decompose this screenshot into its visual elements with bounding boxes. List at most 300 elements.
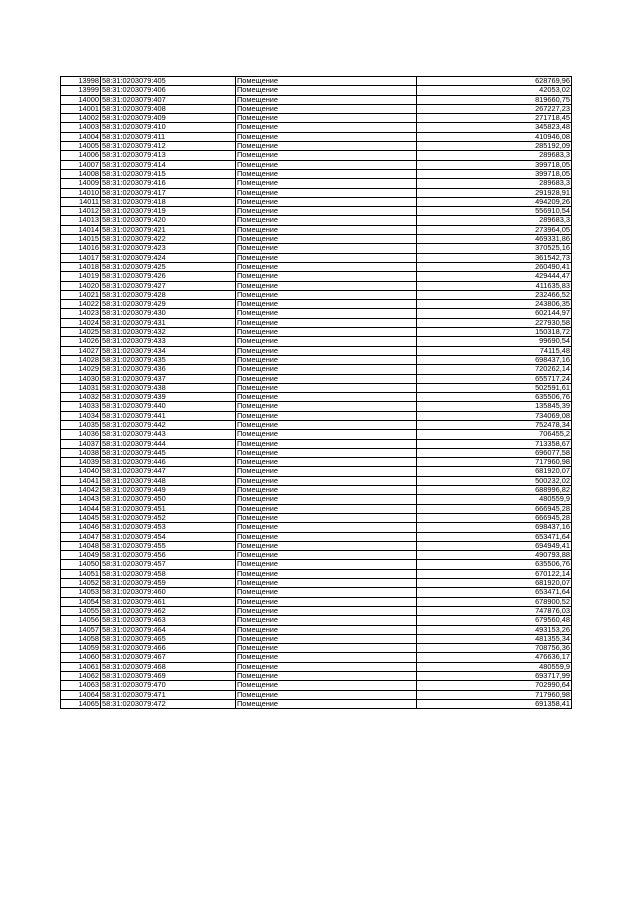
cadastral-number-cell: 58:31:0203079:422 [101,235,236,244]
table-row [61,262,572,271]
row-number-cell: 14018 [61,262,101,271]
table-row [61,467,572,476]
cadastral-number-cell: 58:31:0203079:424 [101,253,236,262]
table-row [61,672,572,681]
row-number-cell: 14016 [61,244,101,253]
object-type-cell: Помещение [236,104,417,113]
cadastral-number-cell: 58:31:0203079:409 [101,114,236,123]
cadastral-value-cell: 469331,86 [417,235,572,244]
table-row [61,142,572,151]
row-number-cell: 14041 [61,476,101,485]
object-type-cell: Помещение [236,551,417,560]
cadastral-number-cell: 58:31:0203079:453 [101,523,236,532]
cadastral-value-cell: 655717,24 [417,374,572,383]
table-row [61,495,572,504]
table-row [61,355,572,364]
table-row [61,114,572,123]
cadastral-number-cell: 58:31:0203079:442 [101,420,236,429]
cadastral-value-cell: 693717,99 [417,672,572,681]
cadastral-number-cell: 58:31:0203079:421 [101,225,236,234]
cadastral-number-cell: 58:31:0203079:459 [101,579,236,588]
cadastral-value-cell: 345823,48 [417,123,572,132]
row-number-cell: 14019 [61,272,101,281]
cadastral-value-cell: 691358,41 [417,699,572,708]
row-number-cell: 14040 [61,467,101,476]
cadastral-value-cell: 429444,47 [417,272,572,281]
row-number-cell: 14056 [61,616,101,625]
cadastral-number-cell: 58:31:0203079:413 [101,151,236,160]
cadastral-number-cell: 58:31:0203079:457 [101,560,236,569]
row-number-cell: 14037 [61,439,101,448]
cadastral-value-cell: 481355,34 [417,634,572,643]
object-type-cell: Помещение [236,244,417,253]
object-type-cell: Помещение [236,160,417,169]
object-type-cell: Помещение [236,653,417,662]
cadastral-number-cell: 58:31:0203079:455 [101,541,236,550]
object-type-cell: Помещение [236,448,417,457]
table-row [61,579,572,588]
object-type-cell: Помещение [236,681,417,690]
row-number-cell: 14061 [61,662,101,671]
table-row [61,309,572,318]
table-row [61,188,572,197]
row-number-cell: 14012 [61,207,101,216]
cadastral-value-cell: 670122,14 [417,569,572,578]
cadastral-value-cell: 556910,54 [417,207,572,216]
cadastral-number-cell: 58:31:0203079:452 [101,513,236,522]
object-type-cell: Помещение [236,281,417,290]
table-row [61,328,572,337]
table-row [61,681,572,690]
cadastral-number-cell: 58:31:0203079:443 [101,430,236,439]
cadastral-value-cell: 713358,67 [417,439,572,448]
cadastral-number-cell: 58:31:0203079:419 [101,207,236,216]
table-row [61,244,572,253]
row-number-cell: 14005 [61,142,101,151]
object-type-cell: Помещение [236,151,417,160]
cadastral-value-cell: 666945,28 [417,513,572,522]
cadastral-value-cell: 681920,07 [417,467,572,476]
object-type-cell: Помещение [236,328,417,337]
object-type-cell: Помещение [236,300,417,309]
table-row [61,300,572,309]
cadastral-value-cell: 476636,17 [417,653,572,662]
object-type-cell: Помещение [236,318,417,327]
table-row [61,616,572,625]
cadastral-number-cell: 58:31:0203079:418 [101,197,236,206]
object-type-cell: Помещение [236,532,417,541]
cadastral-value-cell: 666945,28 [417,504,572,513]
row-number-cell: 14028 [61,355,101,364]
object-type-cell: Помещение [236,560,417,569]
row-number-cell: 14003 [61,123,101,132]
cadastral-number-cell: 58:31:0203079:433 [101,337,236,346]
row-number-cell: 14049 [61,551,101,560]
cadastral-number-cell: 58:31:0203079:448 [101,476,236,485]
cadastral-number-cell: 58:31:0203079:415 [101,169,236,178]
property-table [60,76,572,709]
table-row [61,169,572,178]
row-number-cell: 14046 [61,523,101,532]
table-row [61,346,572,355]
cadastral-value-cell: 260490,41 [417,262,572,271]
row-number-cell: 14055 [61,606,101,615]
cadastral-value-cell: 694949,41 [417,541,572,550]
table-row [61,513,572,522]
table-row [61,523,572,532]
cadastral-number-cell: 58:31:0203079:423 [101,244,236,253]
object-type-cell: Помещение [236,690,417,699]
cadastral-number-cell: 58:31:0203079:456 [101,551,236,560]
cadastral-value-cell: 480559,9 [417,662,572,671]
object-type-cell: Помещение [236,606,417,615]
table-row [61,551,572,560]
cadastral-number-cell: 58:31:0203079:466 [101,644,236,653]
object-type-cell: Помещение [236,383,417,392]
cadastral-number-cell: 58:31:0203079:411 [101,132,236,141]
row-number-cell: 14058 [61,634,101,643]
table-row [61,430,572,439]
table-row [61,86,572,95]
row-number-cell: 14051 [61,569,101,578]
cadastral-value-cell: 635506,76 [417,560,572,569]
table-row [61,179,572,188]
cadastral-number-cell: 58:31:0203079:462 [101,606,236,615]
table-row [61,272,572,281]
table-row [61,132,572,141]
table-row [61,160,572,169]
table-row [61,606,572,615]
row-number-cell: 14026 [61,337,101,346]
row-number-cell: 14024 [61,318,101,327]
object-type-cell: Помещение [236,644,417,653]
table-row [61,290,572,299]
cadastral-number-cell: 58:31:0203079:445 [101,448,236,457]
cadastral-value-cell: 99690,54 [417,337,572,346]
object-type-cell: Помещение [236,458,417,467]
cadastral-number-cell: 58:31:0203079:407 [101,95,236,104]
table-row [61,476,572,485]
object-type-cell: Помещение [236,374,417,383]
row-number-cell: 14007 [61,160,101,169]
object-type-cell: Помещение [236,355,417,364]
cadastral-number-cell: 58:31:0203079:447 [101,467,236,476]
row-number-cell: 14001 [61,104,101,113]
table-row [61,281,572,290]
object-type-cell: Помещение [236,625,417,634]
table-row [61,504,572,513]
table-row [61,625,572,634]
row-number-cell: 14029 [61,365,101,374]
object-type-cell: Помещение [236,699,417,708]
cadastral-number-cell: 58:31:0203079:416 [101,179,236,188]
object-type-cell: Помещение [236,597,417,606]
row-number-cell: 14064 [61,690,101,699]
object-type-cell: Помещение [236,523,417,532]
object-type-cell: Помещение [236,467,417,476]
row-number-cell: 14013 [61,216,101,225]
cadastral-number-cell: 58:31:0203079:430 [101,309,236,318]
row-number-cell: 14039 [61,458,101,467]
cadastral-number-cell: 58:31:0203079:451 [101,504,236,513]
row-number-cell: 14059 [61,644,101,653]
object-type-cell: Помещение [236,486,417,495]
cadastral-value-cell: 698437,16 [417,523,572,532]
cadastral-value-cell: 717960,98 [417,690,572,699]
row-number-cell: 14017 [61,253,101,262]
row-number-cell: 14062 [61,672,101,681]
cadastral-number-cell: 58:31:0203079:458 [101,569,236,578]
cadastral-number-cell: 58:31:0203079:469 [101,672,236,681]
row-number-cell: 14021 [61,290,101,299]
cadastral-value-cell: 502591,61 [417,383,572,392]
cadastral-number-cell: 58:31:0203079:437 [101,374,236,383]
cadastral-number-cell: 58:31:0203079:461 [101,597,236,606]
cadastral-number-cell: 58:31:0203079:454 [101,532,236,541]
cadastral-number-cell: 58:31:0203079:427 [101,281,236,290]
cadastral-number-cell: 58:31:0203079:460 [101,588,236,597]
row-number-cell: 14045 [61,513,101,522]
object-type-cell: Помещение [236,393,417,402]
cadastral-number-cell: 58:31:0203079:420 [101,216,236,225]
object-type-cell: Помещение [236,216,417,225]
row-number-cell: 14032 [61,393,101,402]
object-type-cell: Помещение [236,179,417,188]
row-number-cell: 13998 [61,77,101,86]
table-row [61,634,572,643]
row-number-cell: 14020 [61,281,101,290]
cadastral-number-cell: 58:31:0203079:470 [101,681,236,690]
cadastral-number-cell: 58:31:0203079:428 [101,290,236,299]
cadastral-value-cell: 679560,48 [417,616,572,625]
cadastral-number-cell: 58:31:0203079:435 [101,355,236,364]
cadastral-number-cell: 58:31:0203079:417 [101,188,236,197]
cadastral-value-cell: 628769,96 [417,77,572,86]
cadastral-number-cell: 58:31:0203079:446 [101,458,236,467]
cadastral-number-cell: 58:31:0203079:431 [101,318,236,327]
table-row [61,458,572,467]
cadastral-value-cell: 653471,64 [417,588,572,597]
table-row [61,439,572,448]
table-row [61,699,572,708]
object-type-cell: Помещение [236,616,417,625]
row-number-cell: 14006 [61,151,101,160]
object-type-cell: Помещение [236,672,417,681]
table-row [61,365,572,374]
cadastral-number-cell: 58:31:0203079:464 [101,625,236,634]
cadastral-number-cell: 58:31:0203079:471 [101,690,236,699]
row-number-cell: 14031 [61,383,101,392]
row-number-cell: 14043 [61,495,101,504]
row-number-cell: 14053 [61,588,101,597]
object-type-cell: Помещение [236,309,417,318]
cadastral-value-cell: 289683,3 [417,179,572,188]
cadastral-number-cell: 58:31:0203079:408 [101,104,236,113]
cadastral-number-cell: 58:31:0203079:436 [101,365,236,374]
object-type-cell: Помещение [236,188,417,197]
object-type-cell: Помещение [236,253,417,262]
object-type-cell: Помещение [236,430,417,439]
table-row [61,104,572,113]
cadastral-value-cell: 747876,03 [417,606,572,615]
cadastral-value-cell: 696077,58 [417,448,572,457]
object-type-cell: Помещение [236,579,417,588]
object-type-cell: Помещение [236,504,417,513]
cadastral-number-cell: 58:31:0203079:472 [101,699,236,708]
row-number-cell: 14065 [61,699,101,708]
row-number-cell: 14050 [61,560,101,569]
table-row [61,532,572,541]
table-row [61,690,572,699]
row-number-cell: 14036 [61,430,101,439]
table-row [61,662,572,671]
table-row [61,225,572,234]
object-type-cell: Помещение [236,95,417,104]
object-type-cell: Помещение [236,476,417,485]
row-number-cell: 14015 [61,235,101,244]
object-type-cell: Помещение [236,541,417,550]
object-type-cell: Помещение [236,365,417,374]
cadastral-value-cell: 681920,07 [417,579,572,588]
row-number-cell: 14002 [61,114,101,123]
row-number-cell: 14033 [61,402,101,411]
row-number-cell: 14010 [61,188,101,197]
row-number-cell: 14035 [61,420,101,429]
object-type-cell: Помещение [236,142,417,151]
row-number-cell: 14063 [61,681,101,690]
object-type-cell: Помещение [236,207,417,216]
cadastral-value-cell: 267227,23 [417,104,572,113]
table-row [61,151,572,160]
cadastral-number-cell: 58:31:0203079:405 [101,77,236,86]
cadastral-value-cell: 688996,82 [417,486,572,495]
table-row [61,411,572,420]
cadastral-value-cell: 74115,48 [417,346,572,355]
row-number-cell: 14054 [61,597,101,606]
object-type-cell: Помещение [236,169,417,178]
cadastral-value-cell: 150318,72 [417,328,572,337]
cadastral-number-cell: 58:31:0203079:410 [101,123,236,132]
cadastral-value-cell: 678900,52 [417,597,572,606]
cadastral-value-cell: 227930,58 [417,318,572,327]
cadastral-value-cell: 698437,16 [417,355,572,364]
object-type-cell: Помещение [236,439,417,448]
row-number-cell: 14011 [61,197,101,206]
object-type-cell: Помещение [236,114,417,123]
table-row [61,77,572,86]
cadastral-value-cell: 271718,45 [417,114,572,123]
cadastral-value-cell: 285192,09 [417,142,572,151]
row-number-cell: 14023 [61,309,101,318]
table-row [61,393,572,402]
cadastral-number-cell: 58:31:0203079:425 [101,262,236,271]
cadastral-value-cell: 493153,26 [417,625,572,634]
cadastral-value-cell: 635506,76 [417,393,572,402]
row-number-cell: 14042 [61,486,101,495]
table-row [61,383,572,392]
table-row [61,486,572,495]
row-number-cell: 14044 [61,504,101,513]
table-row [61,569,572,578]
cadastral-number-cell: 58:31:0203079:465 [101,634,236,643]
object-type-cell: Помещение [236,235,417,244]
object-type-cell: Помещение [236,290,417,299]
cadastral-value-cell: 399718,05 [417,160,572,169]
object-type-cell: Помещение [236,420,417,429]
row-number-cell: 14048 [61,541,101,550]
row-number-cell: 13999 [61,86,101,95]
cadastral-number-cell: 58:31:0203079:429 [101,300,236,309]
object-type-cell: Помещение [236,569,417,578]
row-number-cell: 14060 [61,653,101,662]
row-number-cell: 14052 [61,579,101,588]
cadastral-number-cell: 58:31:0203079:438 [101,383,236,392]
cadastral-value-cell: 411635,83 [417,281,572,290]
table-row [61,374,572,383]
cadastral-number-cell: 58:31:0203079:468 [101,662,236,671]
cadastral-value-cell: 602144,97 [417,309,572,318]
object-type-cell: Помещение [236,588,417,597]
table-row [61,541,572,550]
cadastral-number-cell: 58:31:0203079:441 [101,411,236,420]
cadastral-number-cell: 58:31:0203079:467 [101,653,236,662]
row-number-cell: 14057 [61,625,101,634]
table-row [61,588,572,597]
cadastral-number-cell: 58:31:0203079:444 [101,439,236,448]
table-row [61,207,572,216]
cadastral-value-cell: 289683,3 [417,151,572,160]
table-row [61,644,572,653]
cadastral-value-cell: 370525,16 [417,244,572,253]
row-number-cell: 14022 [61,300,101,309]
cadastral-value-cell: 702990,64 [417,681,572,690]
row-number-cell: 14025 [61,328,101,337]
cadastral-value-cell: 480559,9 [417,495,572,504]
cadastral-number-cell: 58:31:0203079:440 [101,402,236,411]
row-number-cell: 14027 [61,346,101,355]
cadastral-value-cell: 653471,64 [417,532,572,541]
row-number-cell: 14009 [61,179,101,188]
cadastral-value-cell: 42053,02 [417,86,572,95]
row-number-cell: 14000 [61,95,101,104]
cadastral-value-cell: 752478,34 [417,420,572,429]
cadastral-value-cell: 717960,98 [417,458,572,467]
object-type-cell: Помещение [236,346,417,355]
cadastral-value-cell: 819660,75 [417,95,572,104]
cadastral-value-cell: 500232,02 [417,476,572,485]
cadastral-number-cell: 58:31:0203079:432 [101,328,236,337]
cadastral-value-cell: 361542,73 [417,253,572,262]
table-row [61,337,572,346]
row-number-cell: 14034 [61,411,101,420]
object-type-cell: Помещение [236,402,417,411]
cadastral-number-cell: 58:31:0203079:406 [101,86,236,95]
cadastral-value-cell: 490793,88 [417,551,572,560]
table-row [61,95,572,104]
cadastral-number-cell: 58:31:0203079:412 [101,142,236,151]
object-type-cell: Помещение [236,86,417,95]
cadastral-value-cell: 734069,08 [417,411,572,420]
object-type-cell: Помещение [236,272,417,281]
table-row [61,448,572,457]
object-type-cell: Помещение [236,337,417,346]
object-type-cell: Помещение [236,411,417,420]
cadastral-number-cell: 58:31:0203079:426 [101,272,236,281]
table-row [61,235,572,244]
row-number-cell: 14004 [61,132,101,141]
cadastral-value-cell: 399718,05 [417,169,572,178]
table-row [61,653,572,662]
